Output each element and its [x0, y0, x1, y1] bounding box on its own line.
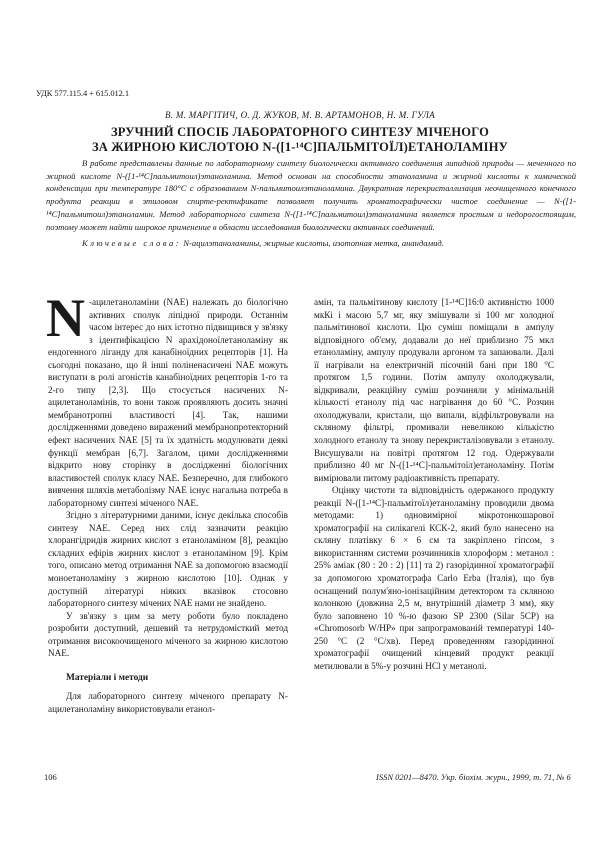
section-heading-materials: Матеріали і методи	[66, 672, 149, 683]
intro-text: -ацилетаноламіни (NAE) належать до біологічно активних сполук ліпідної природи. Останнім часом інтерес до них істотно підвищився у зв'язку з ідентифікацією N арахідоноїлетаноламіну як ендогенного ліганду для канабіноїдних рецепторів [1]. На сьогодні показано, що й інші поліненасичені NAE можуть виступати в ролі агоністів канабіноїдних рецепторів 1-го та 2-го типу [2,3]. Що стосується насичених N-ацилетаноламінів, то вони також проявляють досить значні мембранотропні властивості [4]. Так, нашими дослідженнями доведено виражений мембранопротекторний ефект насичених NAE [5] та їх здатність модулювати деякі функції мембран [6,7]. Загалом, цими дослідженнями відкрито нову сторінку в дослідженні біологічних властивостей сполук класу NAE. Безперечно, для глибокого вивчення шляхів метаболізму NAE існує нагальна потреба в лабораторному синтезі міченого NAE.	[48, 297, 288, 508]
keywords	[46, 237, 576, 250]
journal-citation: ISSN 0201—8470. Укр. біохім. журн., 1999, т. 71, № 6	[376, 772, 571, 782]
aim-paragraph: У зв'язку з цим за мету роботи було покладено розробити доступний, дешевий та нетрудомісткий метод отримання високоочищеного міченого за жирною кислотою NAE.	[48, 610, 288, 659]
materials-paragraph: Для лабораторного синтезу міченого препарату N-ацилетаноламіну використовували етанол-	[48, 691, 288, 714]
keywords-list: N-ацилэтаноламины, жирные кислоты, изотопная метка, анандамид.	[183, 238, 444, 249]
udk-code: УДК 577.115.4 + 615.012.1	[36, 88, 129, 98]
drop-cap: N	[46, 288, 85, 348]
title-line-1: ЗРУЧНИЙ СПОСІБ ЛАБОРАТОРНОГО СИНТЕЗУ МІЧЕНОГО	[110, 125, 489, 139]
right-column	[314, 296, 554, 672]
synthesis-paragraph: амін, та пальмітинову кислоту [1-¹⁴C]16:0 активністю 1000 мкКі і масою 5,7 мг, яку змішували зі 100 мг холодної пальмітинової кислоти. Цю суміш поміщали в ампулу відповідного об'єму, додавали до неї приблизно 75 мкл етаноламіну, ампулу продували аргоном та запаювали. Далі її нагрівали на електричній пісочній бані при 180 °С протягом 1,5 години. Потім ампулу охолоджували, відкривали, реакційну суміш розчиняли у мінімальній кількості етанолу під час нагрівання до 60 °С. Розчин охолоджували, кристали, що випали, відфільтровували на скляному фільтрі, промивали невеликою кількістю холодного етанолу та знову перекристалізовували з етанолу. Висушували на повітрі протягом 12 год. Одержували приблизно 40 мг N-([1-¹⁴C]-пальмітоїл)етаноламіну. Потім вимірювали питому радіоактивність препарату.	[314, 297, 554, 483]
left-column	[46, 288, 288, 716]
purity-paragraph: Оцінку чистоти та відповідність одержаного продукту реакції N-([1-¹⁴C]-пальмітоїл)етаноламіну проводили двома методами: 1) одновимірної мікротонкошарової хроматографії на силікагелі КСК-2, який було нанесено на скляну платівку 6 × 6 см та закріплено гіпсом, з використанням системи розчинників хлороформ : метанол : 25% аміак (80 : 20 : 2) [11] та 2) газорідинної хроматографії за допомогою хроматографа Carlo Erba (Італія), що був оснащений полум'яно-іонізаційним детектором та скляною колонкою (довжина 2,5 м, внутрішній діаметр 3 мм), яку було заповнено 10 %-ю фазою SP 2300 (Silar 5CP) на «Chromosorb W/HP» при запрограмованій температурі 140-250 °С (2 °С/хв). Перед проведенням газорідинної хроматографії очищений кінцевий продукт реакції метилювали в 5%-у розчині HCl у метанолі.	[314, 485, 554, 671]
abstract	[46, 157, 576, 250]
authors: В. М. МАРГІТИЧ, О. Д. ЖУКОВ, М. В. АРТАМОНОВ, Н. М. ГУЛА	[165, 110, 435, 120]
methods-review-paragraph: Згідно з літературними даними, існує декілька способів синтезу NAE. Серед них слід зазначити реакцію хлорангідридів жирних кислот з етаноламіном [8], реакцію складних ефірів жирних кислот з етаноламіном [9]. Крім того, описано метод отримання NAE за допомогою взаємодії моноетаноламіну з жирною кислотою [10]. Однак у доступній літературі ніяких вказівок стосовно лабораторного синтезу мічених NAE нами не знайдено.	[48, 510, 288, 609]
page-number: 106	[44, 772, 57, 782]
title-line-2: ЗА ЖИРНОЮ КИСЛОТОЮ N-([1-¹⁴C]ПАЛЬМІТОЇЛ)ЕТАНОЛАМІНУ	[91, 140, 509, 154]
abstract-text: В работе представлены данные по лабораторному синтезу биологически активного соединения липидной природы — меченного по жирной кислоте N-([1-¹⁴C]пальмитоил)этаноламина. Метод основан на способности этаноламина и жирной кислоты к химической конденсации при температуре 180°С с образованием N-пальмитоилэтаноламина. Двукратная перекристаллизация неочищенного конечного продукта реакции в этиловом спирте-ректификате позволяет получить хроматографически чистое соединение — N-([1-¹⁴C]пальмитоил)этаноламин. Метод лабораторного синтеза N-([1-¹⁴C]пальмитоил)этаноламина является простым и недорогостоящим, поэтому может найти широкое применение в области исследования биологически активных соединений.	[46, 158, 576, 232]
intro-paragraph	[46, 288, 288, 509]
keywords-label: Ключевые слова:	[82, 238, 182, 249]
article-title	[0, 125, 600, 155]
